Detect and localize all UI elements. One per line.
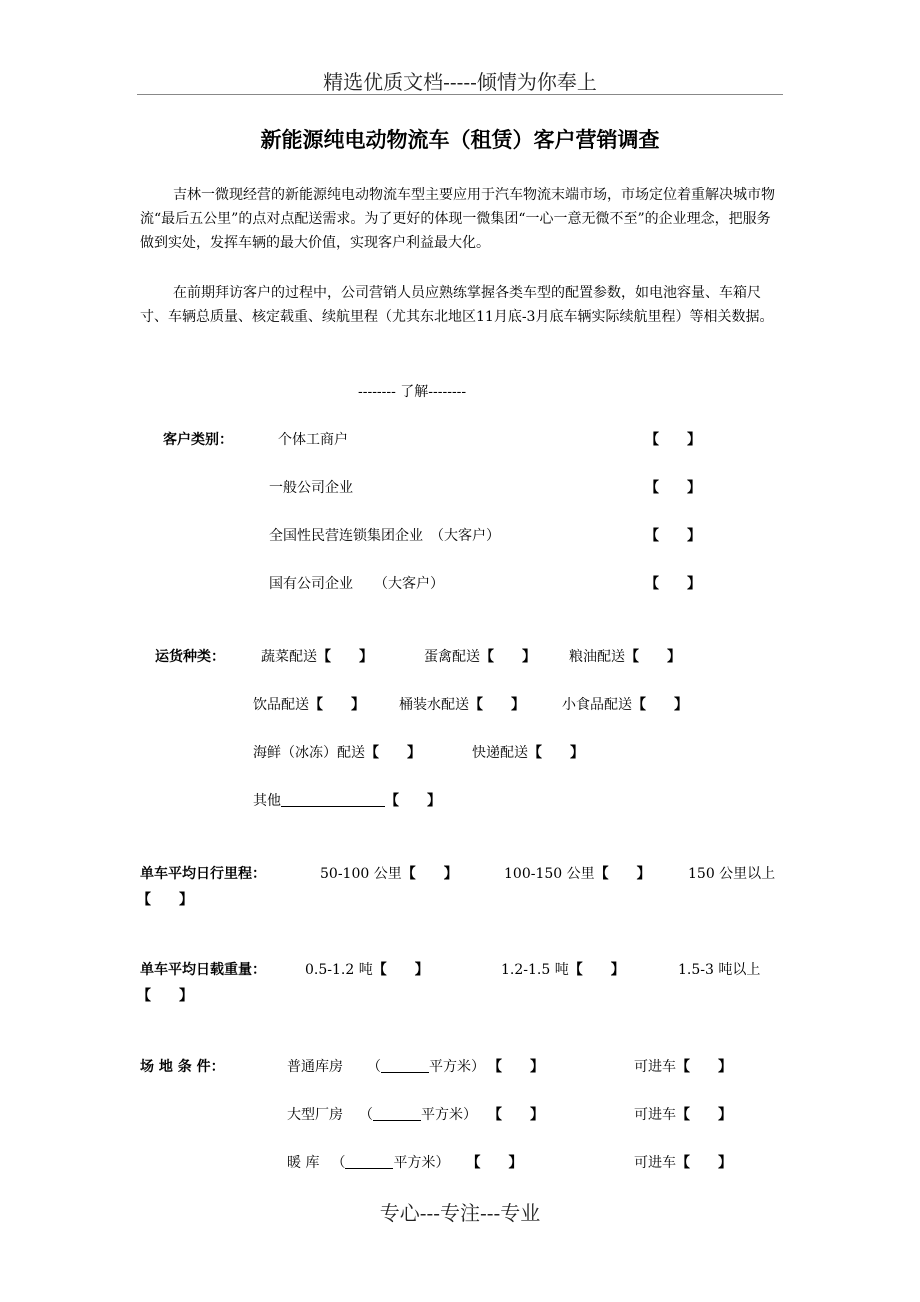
checkbox[interactable]: 【 】 bbox=[645, 528, 701, 544]
customer-type-option: 全国性民营连锁集团企业 （大客户） bbox=[269, 528, 500, 544]
site-type: 普通库房 bbox=[287, 1059, 343, 1075]
checkbox[interactable]: 【 】 bbox=[317, 649, 373, 665]
checkbox[interactable]: 【 】 bbox=[528, 745, 584, 761]
area-blank[interactable] bbox=[381, 1058, 429, 1073]
checkbox[interactable]: 【 】 bbox=[385, 793, 441, 809]
site-type: 大型厂房 bbox=[287, 1107, 343, 1123]
checkbox[interactable]: 【 】 bbox=[645, 432, 701, 448]
daily-load-label: 单车平均日载重量： bbox=[140, 962, 266, 978]
load-option: 0.5-1.2 吨 bbox=[305, 962, 373, 978]
cargo-option: 蔬菜配送 bbox=[261, 649, 317, 665]
section-divider: -------- 了解-------- bbox=[358, 384, 467, 400]
site-type: 暖 库 bbox=[287, 1155, 320, 1171]
checkbox[interactable]: 【 】 bbox=[676, 1059, 732, 1075]
checkbox[interactable]: 【 】 bbox=[495, 1059, 544, 1075]
customer-type-label: 客户类别： bbox=[163, 432, 233, 448]
vehicle-access: 可进车 bbox=[634, 1155, 676, 1171]
document-title: 新能源纯电动物流车（租赁）客户营销调查 bbox=[260, 128, 660, 152]
customer-type-option: 个体工商户 bbox=[278, 432, 348, 448]
checkbox[interactable]: 【 】 bbox=[480, 649, 536, 665]
page-header: 精选优质文档-----倾情为你奉上 bbox=[323, 70, 597, 94]
cargo-option: 快递配送 bbox=[472, 745, 528, 761]
customer-type-option: 一般公司企业 bbox=[269, 480, 353, 496]
area-blank[interactable] bbox=[345, 1154, 393, 1169]
area-unit: 平方米） bbox=[393, 1155, 450, 1171]
instructions-paragraph: 在前期拜访客户的过程中，公司营销人员应熟练掌握各类车型的配置参数，如电池容量、车箱尺寸、车辆总质量、核定载重、续航里程（尤其东北地区11月底-3月底车辆实际续航里程）等相关数据。 bbox=[140, 285, 774, 325]
checkbox[interactable]: 【 】 bbox=[137, 988, 193, 1004]
cargo-option: 海鲜（冰冻）配送 bbox=[253, 745, 365, 761]
vehicle-access: 可进车 bbox=[634, 1107, 676, 1123]
cargo-option: 饮品配送 bbox=[253, 697, 309, 713]
area-unit: 平方米） bbox=[429, 1059, 485, 1075]
load-option: 1.5-3 吨以上 bbox=[678, 962, 761, 978]
checkbox[interactable]: 【 】 bbox=[676, 1107, 732, 1123]
customer-type-option: 国有公司企业 （大客户） bbox=[269, 576, 444, 592]
area-open: （ bbox=[367, 1059, 381, 1075]
cargo-option: 桶装水配送 bbox=[399, 697, 469, 713]
checkbox[interactable]: 【 】 bbox=[645, 576, 701, 592]
mileage-option: 150 公里以上 bbox=[688, 866, 776, 882]
checkbox[interactable]: 【 】 bbox=[365, 745, 421, 761]
page-footer: 专心---专注---专业 bbox=[379, 1201, 541, 1225]
cargo-option: 蛋禽配送 bbox=[424, 649, 480, 665]
checkbox[interactable]: 【 】 bbox=[137, 892, 193, 908]
checkbox[interactable]: 【 】 bbox=[625, 649, 681, 665]
vehicle-access: 可进车 bbox=[634, 1059, 676, 1075]
checkbox[interactable]: 【 】 bbox=[473, 1155, 523, 1171]
load-option: 1.2-1.5 吨 bbox=[501, 962, 569, 978]
mileage-option: 100-150 公里 bbox=[504, 866, 595, 882]
site-condition-label: 场 地 条 件： bbox=[140, 1059, 225, 1075]
cargo-option: 其他 bbox=[253, 793, 281, 809]
area-blank[interactable] bbox=[373, 1106, 421, 1121]
area-open: （ bbox=[331, 1155, 346, 1171]
area-open: （ bbox=[359, 1107, 373, 1123]
checkbox[interactable]: 【 】 bbox=[632, 697, 688, 713]
checkbox[interactable]: 【 】 bbox=[568, 962, 625, 978]
checkbox[interactable]: 【 】 bbox=[372, 962, 429, 978]
header-divider bbox=[137, 94, 783, 95]
cargo-type-label: 运货种类： bbox=[155, 649, 225, 665]
checkbox[interactable]: 【 】 bbox=[676, 1155, 732, 1171]
other-blank[interactable] bbox=[281, 792, 385, 807]
mileage-option: 50-100 公里 bbox=[320, 866, 402, 882]
checkbox[interactable]: 【 】 bbox=[469, 697, 525, 713]
checkbox[interactable]: 【 】 bbox=[594, 866, 651, 882]
area-unit: 平方米） bbox=[421, 1107, 477, 1123]
cargo-option: 小食品配送 bbox=[562, 697, 632, 713]
cargo-option: 粮油配送 bbox=[569, 649, 625, 665]
checkbox[interactable]: 【 】 bbox=[645, 480, 701, 496]
intro-paragraph: 吉林一微现经营的新能源纯电动物流车型主要应用于汽车物流末端市场，市场定位着重解决城市物流“最后五公里”的点对点配送需求。为了更好的体现一微集团“一心一意无微不至”的企业理念，把服务做到实处，发挥车辆的最大价值，实现客户利益最大化。 bbox=[140, 187, 775, 251]
checkbox[interactable]: 【 】 bbox=[309, 697, 365, 713]
checkbox[interactable]: 【 】 bbox=[401, 866, 458, 882]
checkbox[interactable]: 【 】 bbox=[495, 1107, 544, 1123]
daily-mileage-label: 单车平均日行里程： bbox=[140, 866, 266, 882]
